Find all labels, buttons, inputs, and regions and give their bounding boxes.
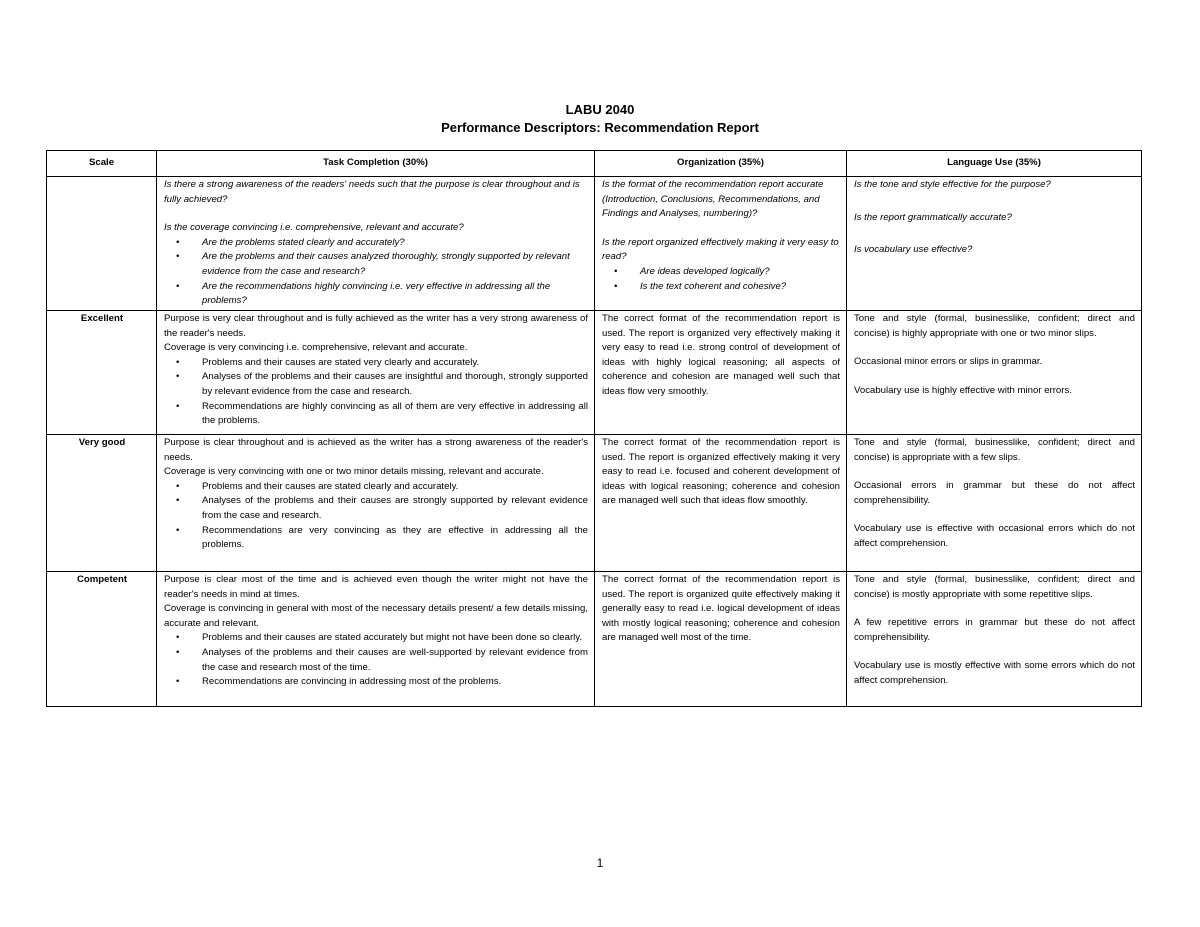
language-use-cell	[847, 311, 1142, 435]
list-item: • Analyses of the problems and their causes are well-supported by relevant evidence from the case and research most of the time.	[164, 646, 588, 675]
organization-cell: The correct format of the recommendation report is used. The report is organized effectively making it very easy to read i.e. focused and coherent development of ideas with logical reasoning; coherence and cohesion are managed well such that ideas flow smoothly.	[595, 435, 847, 572]
task-intro: Purpose is clear most of the time and is achieved even though the writer might not have the reader's needs in mind at times.	[164, 574, 588, 600]
scale-label: Very good	[47, 435, 157, 572]
task-coverage: Coverage is very convincing with one or two minor details missing, relevant and accurate.	[164, 466, 544, 478]
language-grammar: Occasional errors in grammar but these do not affect comprehensibility.	[854, 480, 1135, 506]
list-item: • Is the text coherent and cohesive?	[602, 280, 840, 295]
rubric-table	[46, 150, 1142, 707]
language-tone: Tone and style (formal, businesslike, confident; direct and concise) is highly appropriate with one or two minor slips.	[854, 313, 1135, 339]
list-item: • Are the problems and their causes analyzed thoroughly, strongly supported by relevant evidence from the case and research?	[164, 250, 588, 279]
column-header-language-use: Language Use (35%)	[847, 151, 1142, 177]
task-coverage: Coverage is very convincing i.e. comprehensive, relevant and accurate.	[164, 342, 468, 354]
list-item: • Problems and their causes are stated accurately but might not have been done so clearly.	[164, 631, 588, 646]
list-item: • Problems and their causes are stated clearly and accurately.	[164, 480, 588, 495]
course-code: LABU 2040	[565, 102, 635, 117]
organization-cell: The correct format of the recommendation report is used. The report is organized very effectively making it very easy to read i.e. strong control of development of ideas with highly logical reasoning; all aspects of coherence and cohesion are managed well such that ideas flow very smoothly.	[595, 311, 847, 435]
scale-label: Excellent	[47, 311, 157, 435]
list-item: • Are the problems stated clearly and accurately?	[164, 236, 588, 251]
language-vocabulary: Vocabulary use is highly effective with minor errors.	[854, 384, 1072, 396]
guide-task-bullets	[164, 236, 588, 309]
list-item: • Are the recommendations highly convincing i.e. very effective in addressing all the problems?	[164, 280, 588, 309]
guide-lang-q2: Is the report grammatically accurate?	[854, 211, 1012, 223]
column-header-task-completion: Task Completion (30%)	[157, 151, 595, 177]
rubric-row-competent	[47, 572, 1142, 707]
task-intro: Purpose is very clear throughout and is fully achieved as the writer has a very strong awareness of the reader's needs.	[164, 313, 588, 339]
scale-label: Competent	[47, 572, 157, 707]
organization-cell: The correct format of the recommendation report is used. The report is organized quite effectively making it generally easy to read i.e. logical development of ideas with mostly logical reasoning; coherence and cohesion are managed well most of the time.	[595, 572, 847, 707]
language-vocabulary: Vocabulary use is effective with occasional errors which do not affect comprehension.	[854, 523, 1135, 549]
language-grammar: A few repetitive errors in grammar but these do not affect comprehensibility.	[854, 617, 1135, 643]
guide-task-q2: Is the coverage convincing i.e. comprehensive, relevant and accurate?	[164, 222, 464, 234]
guide-task-q1: Is there a strong awareness of the readers' needs such that the purpose is clear throughout and is fully achieved?	[164, 179, 580, 205]
column-header-organization: Organization (35%)	[595, 151, 847, 177]
rubric-row-very-good	[47, 435, 1142, 572]
guide-org-q2: Is the report organized effectively making it very easy to read?	[602, 236, 839, 263]
language-tone: Tone and style (formal, businesslike, confident; direct and concise) is mostly appropriate with some repetitive slips.	[854, 574, 1135, 600]
list-item: • Analyses of the problems and their causes are strongly supported by relevant evidence from the case and research.	[164, 494, 588, 523]
task-completion-cell	[157, 311, 595, 435]
language-grammar: Occasional minor errors or slips in grammar.	[854, 356, 1043, 368]
list-item: • Recommendations are convincing in addressing most of the problems.	[164, 675, 588, 690]
guide-task-cell	[157, 177, 595, 311]
list-item: • Recommendations are highly convincing as all of them are very effective in addressing all the problems.	[164, 400, 588, 429]
language-vocabulary: Vocabulary use is mostly effective with some errors which do not affect comprehension.	[854, 660, 1135, 686]
language-tone: Tone and style (formal, businesslike, confident; direct and concise) is appropriate with a few slips.	[854, 437, 1135, 463]
language-use-cell	[847, 435, 1142, 572]
task-bullets	[164, 631, 588, 689]
list-item: • Recommendations are very convincing as they are effective in addressing all the problems.	[164, 524, 588, 553]
language-use-cell	[847, 572, 1142, 707]
guide-language-cell	[847, 177, 1142, 311]
title-block	[0, 101, 1200, 137]
list-item: • Are ideas developed logically?	[602, 265, 840, 280]
column-header-scale: Scale	[47, 151, 157, 177]
document-title: Performance Descriptors: Recommendation Report	[441, 120, 759, 135]
rubric-row-excellent	[47, 311, 1142, 435]
guide-scale-cell	[47, 177, 157, 311]
guide-org-q1: Is the format of the recommendation report accurate (Introduction, Conclusions, Recommendations, and Findings and Analyses, numbering)?	[602, 179, 824, 220]
guiding-questions-row	[47, 177, 1142, 311]
task-intro: Purpose is clear throughout and is achieved as the writer has a strong awareness of the reader's needs.	[164, 437, 588, 463]
list-item: • Problems and their causes are stated very clearly and accurately.	[164, 356, 588, 371]
task-coverage: Coverage is convincing in general with most of the necessary details present/ a few details missing, accurate and relevant.	[164, 603, 588, 629]
guide-org-bullets	[602, 265, 840, 294]
header-row	[47, 151, 1142, 177]
task-completion-cell	[157, 572, 595, 707]
task-completion-cell	[157, 435, 595, 572]
list-item: • Analyses of the problems and their causes are insightful and thorough, strongly supported by relevant evidence from the case and research.	[164, 370, 588, 399]
task-bullets	[164, 356, 588, 429]
task-bullets	[164, 480, 588, 553]
guide-lang-q1: Is the tone and style effective for the purpose?	[854, 179, 1051, 190]
page-number: 1	[596, 856, 604, 870]
guide-organization-cell	[595, 177, 847, 311]
guide-lang-q3: Is vocabulary use effective?	[854, 244, 973, 256]
